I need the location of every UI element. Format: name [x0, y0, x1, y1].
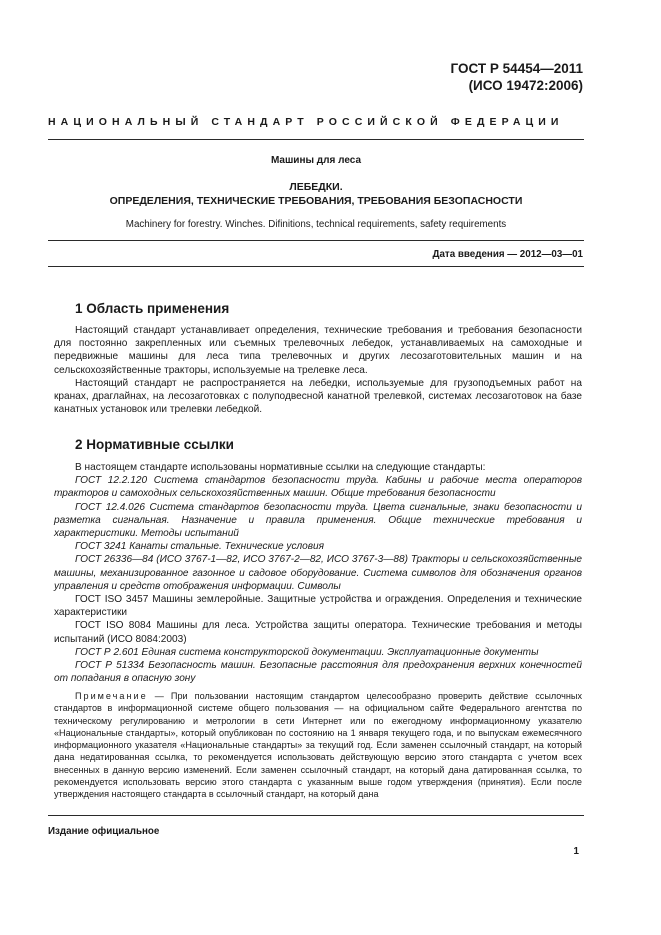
standard-subject: Машины для леса	[270, 155, 362, 166]
standard-number: ГОСТ Р 54454—2011	[450, 61, 583, 76]
standard-title	[48, 180, 584, 208]
reference-item: ГОСТ ISO 3457 Машины землеройные. Защитные устройства и ограждения. Определения и технические характеристики	[54, 594, 582, 619]
reference-item: ГОСТ 12.4.026 Система стандартов безопасности труда. Цвета сигнальные, знаки безопасности и разметка сигнальная. Назначение и правила применения. Общие технические требования и характеристики. Методы испытаний	[54, 501, 582, 540]
title-divider	[48, 240, 584, 241]
national-standard-banner: НАЦИОНАЛЬНЫЙ СТАНДАРТ РОССИЙСКОЙ ФЕДЕРАЦИИ	[48, 116, 564, 128]
section-1-paragraph: Настоящий стандарт устанавливает определения, технические требования и требования безопасности для постоянно закрепленных или съемных трелевочных лебедок, устанавливаемых на самоходные и передвижные машины для леса типа трелевочных и других лесозаготовительных машин и на сельскохозяйственные тракторы, используемые на трелевке леса.	[54, 325, 582, 376]
introduction-date: Дата введения — 2012—03—01	[432, 249, 583, 260]
section-2-body	[54, 461, 582, 685]
note-label: Примечание	[75, 691, 148, 701]
note-text: При пользовании настоящим стандартом целесообразно проверить действие ссылочных стандартов в информационной системе общего пользования — на официальном сайте Федерального агентства по техническому регулированию и метрологии в сети Интернет или по ежегодному информационному указателю «Национальные стандарты», который опубликован по состоянию на 1 января текущего года, и по выпускам ежемесячного информационного указателя «Национальные стандарты» за текущий год. Если заменен ссылочный стандарт, на который дана недатированная ссылка, то рекомендуется использовать действующую версию этого стандарта с учетом всех внесенных в данную версию изменений. Если заменен ссылочный стандарт, на который дана датированная ссылка, то рекомендуется использовать версию этого стандарта с указанным выше годом утверждения (принятия). Если после утверждения настоящего стандарта в ссылочный стандарт, на который дана	[54, 691, 583, 800]
reference-item: ГОСТ 3241 Канаты стальные. Технические условия	[75, 541, 325, 553]
page-number: 1	[573, 846, 579, 857]
reference-item: ГОСТ 26336—84 (ИСО 3767-1—82, ИСО 3767-2—82, ИСО 3767-3—88) Тракторы и сельскохозяйственные машины, механизированное газонное и садовое оборудование. Система символов для обозначения органов управления и средств отображения информации. Символы	[54, 554, 582, 592]
reference-item: ГОСТ Р 51334 Безопасность машин. Безопасные расстояния для предохранения верхних конечностей от попадания в опасную зону	[54, 660, 582, 685]
section-1-body	[54, 324, 582, 416]
iso-reference: (ИСО 19472:2006)	[468, 78, 583, 93]
document-header	[451, 60, 583, 94]
note-paragraph	[54, 690, 582, 801]
english-title: Machinery for forestry. Winches. Difinitions, technical requirements, safety requirements	[125, 219, 507, 230]
section-1-paragraph: Настоящий стандарт не распространяется на лебедки, используемые для грузоподъемных работ на кранах, драглайнах, на лесозаготовках с полуподвесной канатной трелевкой, системах лесозаготовок на базе канатных установок или трелевки лебедкой.	[54, 377, 582, 416]
intro-divider	[48, 266, 584, 267]
note-dash: —	[147, 691, 171, 701]
title-line-1: ЛЕБЕДКИ.	[289, 181, 343, 193]
references-intro: В настоящем стандарте использованы нормативные ссылки на следующие стандарты:	[75, 462, 486, 473]
reference-item: ГОСТ 12.2.120 Система стандартов безопасности труда. Кабины и рабочие места операторов тракторов и самоходных сельскохозяйственных машин. Общие требования безопасности	[54, 475, 582, 500]
footer-divider	[48, 815, 584, 816]
title-line-2: ОПРЕДЕЛЕНИЯ, ТЕХНИЧЕСКИЕ ТРЕБОВАНИЯ, ТРЕБОВАНИЯ БЕЗОПАСНОСТИ	[109, 195, 523, 207]
section-1-heading: 1 Область применения	[75, 301, 230, 316]
reference-item: ГОСТ ISO 8084 Машины для леса. Устройства защиты оператора. Технические требования и методы испытаний (ИСО 8084:2003)	[54, 620, 582, 645]
section-2-heading: 2 Нормативные ссылки	[75, 437, 234, 452]
reference-item: ГОСТ Р 2.601 Единая система конструкторской документации. Эксплуатационные документы	[75, 646, 539, 658]
note-block	[54, 690, 582, 801]
edition-label: Издание официальное	[48, 826, 160, 837]
top-divider	[48, 139, 584, 140]
